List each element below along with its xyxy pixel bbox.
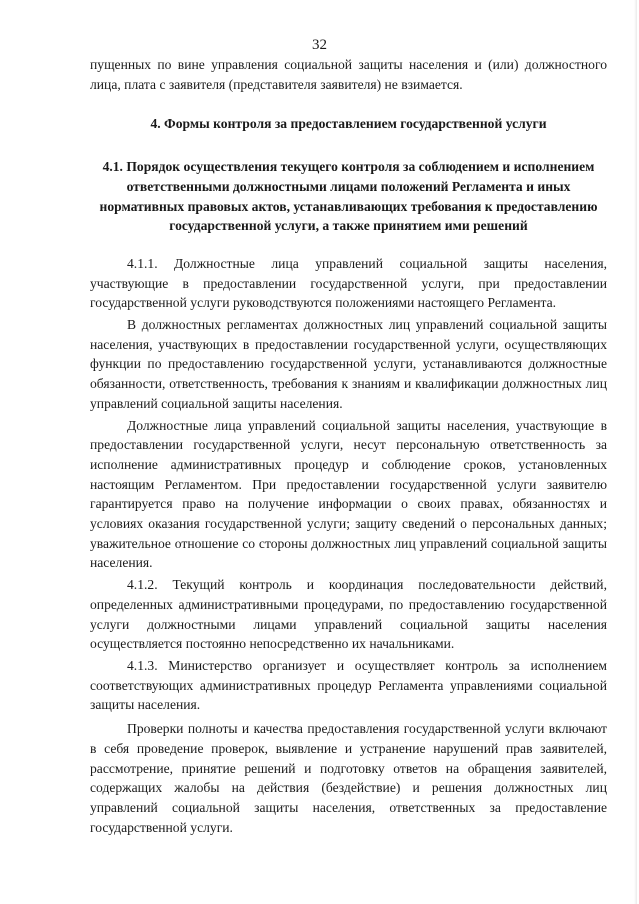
section-4-heading: 4. Формы контроля за предоставлением государственной услуги — [150, 116, 547, 132]
paragraph-inspections: Проверки полноты и качества предоставления государственной услуги включают в себя проведение проверок, выявление и устранение нарушений прав заявителей, рассмотрение, принятие решений и подготовку ответов на обращения заявителей, содержащих жалобы на действия (бездействие) и решения должностных лиц управлений социальной защиты населения, ответственных за предоставление государственной услуги. — [90, 721, 607, 835]
page-content — [90, 55, 607, 837]
paragraph-4-1-3: 4.1.3. Министерство организует и осуществляет контроль за исполнением соответствующих административных процедур Регламента управлениями социальной защиты населения. — [90, 657, 607, 713]
paragraph-job-regulations: В должностных регламентах должностных лиц управлений социальной защиты населения, участвующих в предоставлении государственной услуги, осуществляющих функции по предоставлению государственной услуги, устанавливаются должностные обязанности, ответственность, требования к знаниям и квалификации должностных лиц управлений социальной защиты населения. — [90, 317, 607, 411]
paragraph-responsibility: Должностные лица управлений социальной защиты населения, участвующие в предоставлении государственной услуги, несут персональную ответственность за исполнение административных процедур и соблюдение сроков, установленных настоящим Регламентом. При предоставлении государственной услуги заявителю гарантируется право на получение информации о своих правах, обязанностях и условиях оказания государственной услуги; защиту сведений о персональных данных; уважительное отношение со стороны должностных лиц управлений социальной защиты населения. — [90, 417, 607, 571]
scan-edge-shadow — [634, 0, 637, 904]
page-number: 32 — [312, 37, 327, 53]
intro-paragraph: пущенных по вине управления социальной защиты населения и (или) должностного лица, плата с заявителя (представителя заявителя) не взимается. — [90, 57, 607, 92]
section-4-1-heading: 4.1. Порядок осуществления текущего контроля за соблюдением и исполнением ответственными должностными лицами положений Регламента и иных нормативных правовых актов, устанавливающих требования к предоставлению государственной услуги, а также принятием ими решений — [99, 159, 598, 234]
paragraph-4-1-2: 4.1.2. Текущий контроль и координация последовательности действий, определенных административными процедурами, по предоставлению государственной услуги должностными лицами управлений социальной защиты населения осуществляется постоянно непосредственно их начальниками. — [90, 577, 607, 652]
paragraph-4-1-1: 4.1.1. Должностные лица управлений социальной защиты населения, участвующие в предоставлении государственной услуги, при предоставлении государственной услуги руководствуются положениями настоящего Регламента. — [90, 255, 607, 311]
